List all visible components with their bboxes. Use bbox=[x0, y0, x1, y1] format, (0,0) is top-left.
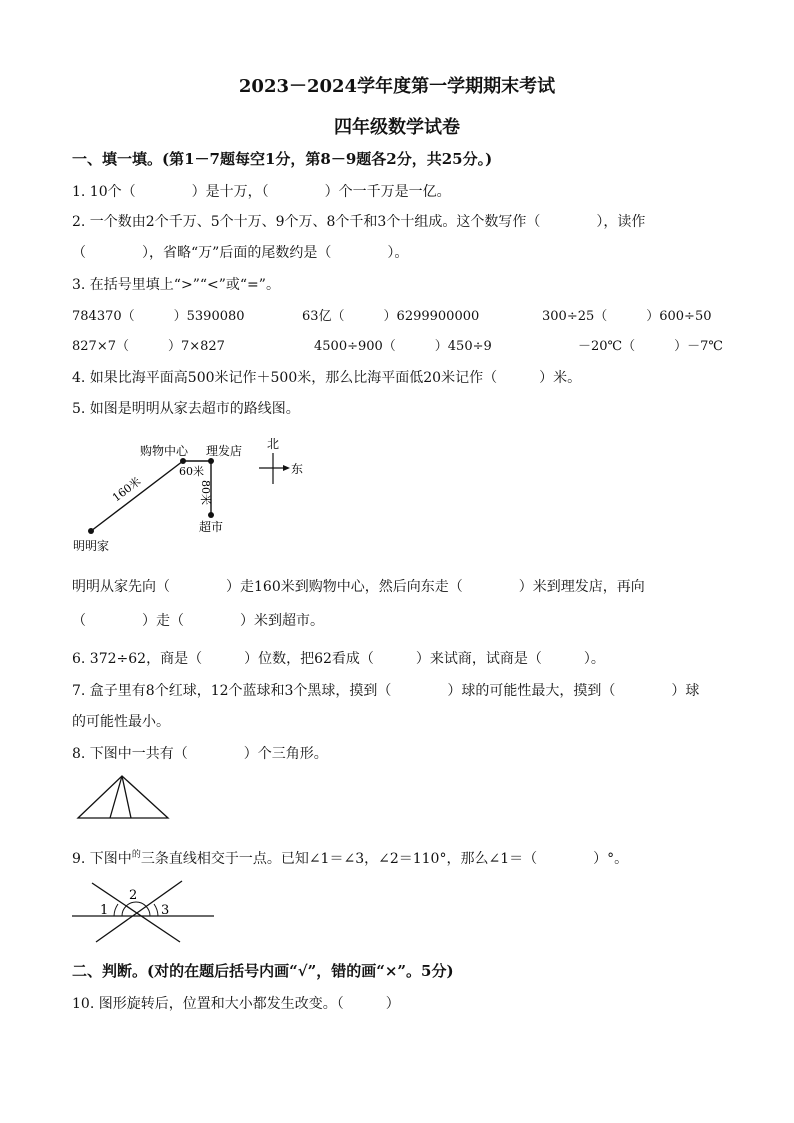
label-east: 东 bbox=[291, 462, 304, 476]
question-7-line2: 的可能性最小。 bbox=[72, 714, 170, 730]
point-home bbox=[88, 528, 94, 534]
label-distance-80: 80米 bbox=[199, 480, 212, 505]
question-8: 8. 下图中一共有（ ）个三角形。 bbox=[72, 746, 328, 762]
point-barber bbox=[208, 458, 214, 464]
triangle-figure bbox=[76, 774, 176, 824]
compare-item: 300÷25（ ）600÷50 bbox=[542, 309, 712, 324]
compare-item: 63亿（ ）6299900000 bbox=[302, 309, 480, 324]
question-3: 3. 在括号里填上“>”“<”或“=”。 bbox=[72, 277, 280, 293]
exam-title: 2023－2024学年度第一学期期末考试 bbox=[238, 76, 556, 97]
label-mall: 购物中心 bbox=[140, 444, 189, 458]
angle-label-1: 1 bbox=[100, 903, 109, 918]
question-5: 5. 如图是明明从家去超市的路线图。 bbox=[72, 401, 300, 417]
route-map bbox=[66, 432, 326, 562]
label-home: 明明家 bbox=[73, 539, 110, 553]
compare-item: 827×7（ ）7×827 bbox=[72, 339, 225, 354]
question-4: 4. 如果比海平面高500米记作＋500米，那么比海平面低20米记作（ ）米。 bbox=[72, 370, 582, 386]
question-2-line1: 2. 一个数由2个千万、5个十万、9个万、8个千和3个十组成。这个数写作（ ），读作 bbox=[72, 214, 646, 230]
compare-item: －20℃（ ）－7℃ bbox=[578, 339, 723, 354]
point-market bbox=[208, 512, 214, 518]
question-7-line1: 7. 盒子里有8个红球，12个蓝球和3个黑球，摸到（ ）球的可能性最大，摸到（ ）球 bbox=[72, 683, 700, 699]
compass bbox=[259, 437, 303, 484]
question-5-line1: 明明从家先向（ ）走160米到购物中心，然后向东走（ ）米到理发店，再向 bbox=[72, 579, 645, 595]
angle-label-2: 2 bbox=[129, 888, 138, 903]
question-2-line2: （ ），省略“万”后面的尾数约是（ ）。 bbox=[72, 245, 409, 261]
label-barber: 理发店 bbox=[206, 444, 243, 458]
label-distance-60: 60米 bbox=[179, 465, 204, 478]
route-home-to-mall bbox=[91, 461, 183, 531]
question-9-text: 三条直线相交于一点。已知∠1＝∠3，∠2＝110°，那么∠1＝（ ）°。 bbox=[140, 851, 629, 867]
section2-heading: 二、判断。(对的在题后括号内画“√”，错的画“×”。5分) bbox=[72, 962, 454, 980]
question-1: 1. 10个（ ）是十万，（ ）个一千万是一亿。 bbox=[72, 184, 451, 200]
label-market: 超市 bbox=[199, 520, 224, 534]
angle-figure bbox=[70, 878, 220, 948]
compare-item: 784370（ ）5390080 bbox=[72, 309, 245, 324]
question-9-prefix: 9. 下图中 bbox=[72, 851, 132, 867]
question-9-mark: 的 bbox=[131, 850, 141, 860]
exam-subtitle: 四年级数学试卷 bbox=[334, 117, 460, 138]
question-5-line2: （ ）走（ ）米到超市。 bbox=[72, 613, 324, 629]
point-mall bbox=[180, 458, 186, 464]
label-distance-160: 160米 bbox=[109, 474, 144, 505]
label-north: 北 bbox=[267, 437, 280, 451]
angle-label-3: 3 bbox=[161, 903, 170, 918]
section1-heading: 一、填一填。(第1－7题每空1分，第8－9题各2分，共25分。) bbox=[72, 150, 493, 168]
question-6: 6. 372÷62，商是（ ）位数，把62看成（ ）来试商，试商是（ ）。 bbox=[72, 651, 605, 667]
question-9 bbox=[72, 846, 628, 868]
question-10: 10. 图形旋转后，位置和大小都发生改变。（ ） bbox=[72, 996, 400, 1012]
compare-item: 4500÷900（ ）450÷9 bbox=[314, 339, 492, 354]
